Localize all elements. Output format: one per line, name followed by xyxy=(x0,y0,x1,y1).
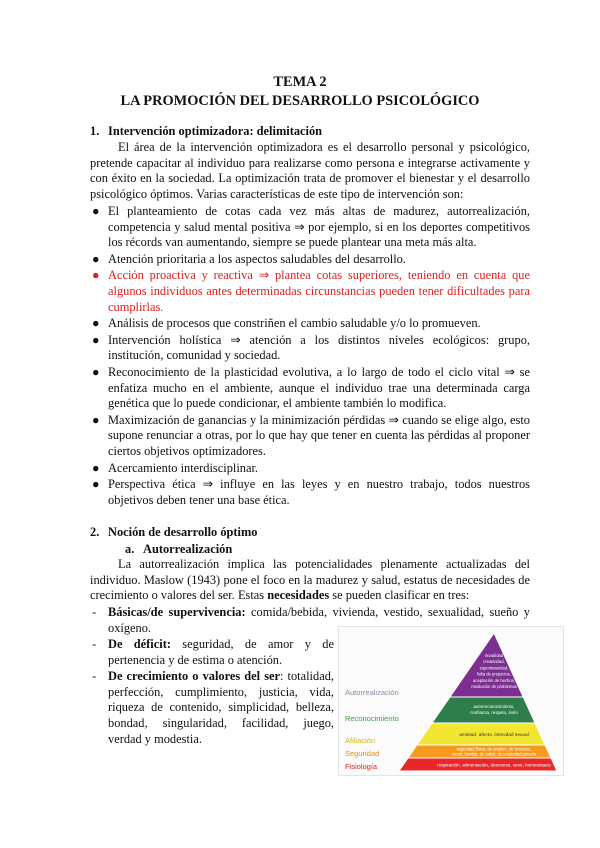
pyramid-level-text: amistad, afecto, intimidad sexual xyxy=(459,732,529,738)
section-1-intro xyxy=(90,140,530,202)
need-label: De crecimiento o valores del ser xyxy=(108,669,281,684)
list-item: ● Acción proactiva y reactiva ⇒ plantea cotas superiores, teniendo en cuenta que algunos individuos antes determinadas circunstancias pueden tener dificultades para cumplirlas. xyxy=(92,268,530,314)
list-item: ● Análisis de procesos que constriñen el cambio saludable y/o lo promueven. xyxy=(92,316,481,331)
list-item: ● Maximización de ganancias y la minimización pérdidas ⇒ cuando se elige algo, esto supone renunciar a otras, por lo que hay que tener en cuenta las pérdidas al proponer ciertos objetivos optimizadores. xyxy=(92,412,530,458)
maslow-pyramid xyxy=(339,627,563,775)
section-1-title: Intervención optimizadora: delimitación xyxy=(108,124,323,138)
list-item: - De crecimiento o valores del ser: totalidad, perfección, cumplimiento, justicia, vida, riqueza de contenido, simplicidad, belleza, bondad, singularidad, facilidad, juego, verdad y modestia. xyxy=(92,669,334,746)
need-text: : totalidad, perfección, cumplimiento, justicia, vida, riqueza de contenido, simplicidad, belleza, bondad, singularidad, facilidad, juego, verdad y modestia. xyxy=(108,669,334,746)
page-subtitle: LA PROMOCIÓN DEL DESARROLLO PSICOLÓGICO xyxy=(120,93,480,109)
subsection-a-letter: a. xyxy=(125,542,135,556)
characteristics-list xyxy=(90,204,530,509)
list-item-text: Acción proactiva y reactiva ⇒ plantea cotas superiores, teniendo en cuenta que algunos individuos antes determinadas circunstancias pueden tener dificultades para cumplirlas. xyxy=(108,268,530,314)
list-item-text: Maximización de ganancias y la minimización pérdidas ⇒ cuando se elige algo, esto supone renunciar a otras, por lo que hay que tener en cuenta las pérdidas al proponer ciertos objetivos optimizadores. xyxy=(108,412,530,458)
list-item-text: El planteamiento de cotas cada vez más altas de madurez, autorrealización, competencia y salud mental positiva ⇒ por ejemplo, si en los deportes competitivos los récords van aumentando, siempre se puede plantear una meta más alta. xyxy=(108,204,530,250)
pyramid-level-label: Reconocimiento xyxy=(345,714,399,723)
list-item: ● Atención prioritaria a los aspectos saludables del desarrollo. xyxy=(92,251,406,266)
section-2-intro-keyword: necesidades xyxy=(267,588,330,603)
list-item-text: Intervención holística ⇒ atención a los distintos niveles ecológicos: grupo, institución, comunidad y sociedad. xyxy=(108,332,530,363)
pyramid-level-label: Autorrealización xyxy=(345,688,399,697)
section-2-intro-text-b: se pueden clasificar en tres: xyxy=(332,588,470,603)
list-item: ● Acercamiento interdisciplinar. xyxy=(92,460,259,475)
section-2-intro xyxy=(90,557,530,604)
list-item: ● Intervención holística ⇒ atención a los distintos niveles ecológicos: grupo, institución, comunidad y sociedad. xyxy=(92,332,530,363)
section-1-heading xyxy=(90,124,322,140)
list-item: - De déficit: seguridad, de amor y de pertenencia y de estima o atención. xyxy=(92,637,334,667)
need-label: De déficit: xyxy=(108,637,171,651)
pyramid-level-text: seguridad física, de empleo, de recursos, moral, familiar, de salud, de propiedad privada xyxy=(452,746,536,757)
pyramid-level-label: Seguridad xyxy=(345,749,380,758)
subsection-a-title: Autorrealización xyxy=(143,542,233,556)
section-2-title: Noción de desarrollo óptimo xyxy=(108,525,258,539)
pyramid-level-text: respiración, alimentación, descanso, sexo, homeostasis xyxy=(437,762,551,768)
section-2-number: 2. xyxy=(90,525,100,539)
pyramid-level-label: Fisiología xyxy=(345,762,378,771)
list-item: ● Perspectiva ética ⇒ influye en las leyes y en nuestro trabajo, todos nuestros objetivos deben tener una base ética. xyxy=(92,477,530,507)
need-text: comida/bebida, vivienda, vestido, sexualidad, sueño y oxígeno. xyxy=(108,605,530,635)
list-item: ● Reconocimiento de la plasticidad evolutiva, a lo largo de todo el ciclo vital ⇒ se enfatiza mucho en el ambiente, aunque el individuo trae una determinada carga genética que lo puede condicionar, el ambiente también lo modifica. xyxy=(92,364,530,411)
need-label: Básicas/de supervivencia: xyxy=(108,605,246,619)
maslow-pyramid-figure xyxy=(338,626,564,776)
list-item-text: Reconocimiento de la plasticidad evolutiva, a lo largo de todo el ciclo vital ⇒ se enfatiza mucho en el ambiente, aunque el individuo trae una determinada carga genética que lo puede condicionar, el ambiente también lo modifica. xyxy=(108,364,530,411)
list-item-text: Acercamiento interdisciplinar. xyxy=(108,460,259,475)
section-1-number: 1. xyxy=(90,124,100,138)
list-item-text: Atención prioritaria a los aspectos saludables del desarrollo. xyxy=(108,251,406,266)
subsection-a-heading xyxy=(125,542,232,558)
section-2-intro-text-a: La autorrealización implica las potencialidades plenamente actualizadas del individuo. Maslow (1943) pone el foco en la madurez y salud, estatus de necesidades de crecimiento o valores del ser. Estas xyxy=(90,557,530,603)
section-1-intro-text: El área de la intervención optimizadora es el desarrollo personal y psicológico, pretende capacitar al individuo para realizarse como persona e integrarse activamente y con éxito en la sociedad. La optimización trata de promover el bienestar y el desarrollo psicológico óptimos. Varias características de este tipo de intervención son: xyxy=(90,140,530,201)
list-item-text: Análisis de procesos que constriñen el cambio saludable y/o lo promueven. xyxy=(108,316,481,331)
list-item: - Básicas/de supervivencia: comida/bebida, vivienda, vestido, sexualidad, sueño y oxígeno. xyxy=(92,605,530,635)
list-item-text: Perspectiva ética ⇒ influye en las leyes y en nuestro trabajo, todos nuestros objetivos deben tener una base ética. xyxy=(108,477,530,507)
page-title: TEMA 2 xyxy=(273,74,327,90)
needs-list-continued xyxy=(90,637,334,748)
section-2-heading xyxy=(90,525,258,541)
pyramid-level-text: autorreconocimiento, confianza, respeto, éxito xyxy=(470,704,518,715)
need-text: seguridad, de amor y de pertenencia y de estima o atención. xyxy=(108,637,334,667)
list-item: ● El planteamiento de cotas cada vez más altas de madurez, autorrealización, competencia y salud mental positiva ⇒ por ejemplo, si en los deportes competitivos los récords van aumentando, siempre se puede plantear una meta más alta. xyxy=(92,204,530,250)
pyramid-level-label: Afiliación xyxy=(345,736,376,745)
pyramid-level-text: moralidad creatividad, espontaneidad, falta de prejuicios, aceptación de hechos, resolución de problemas xyxy=(471,653,517,689)
